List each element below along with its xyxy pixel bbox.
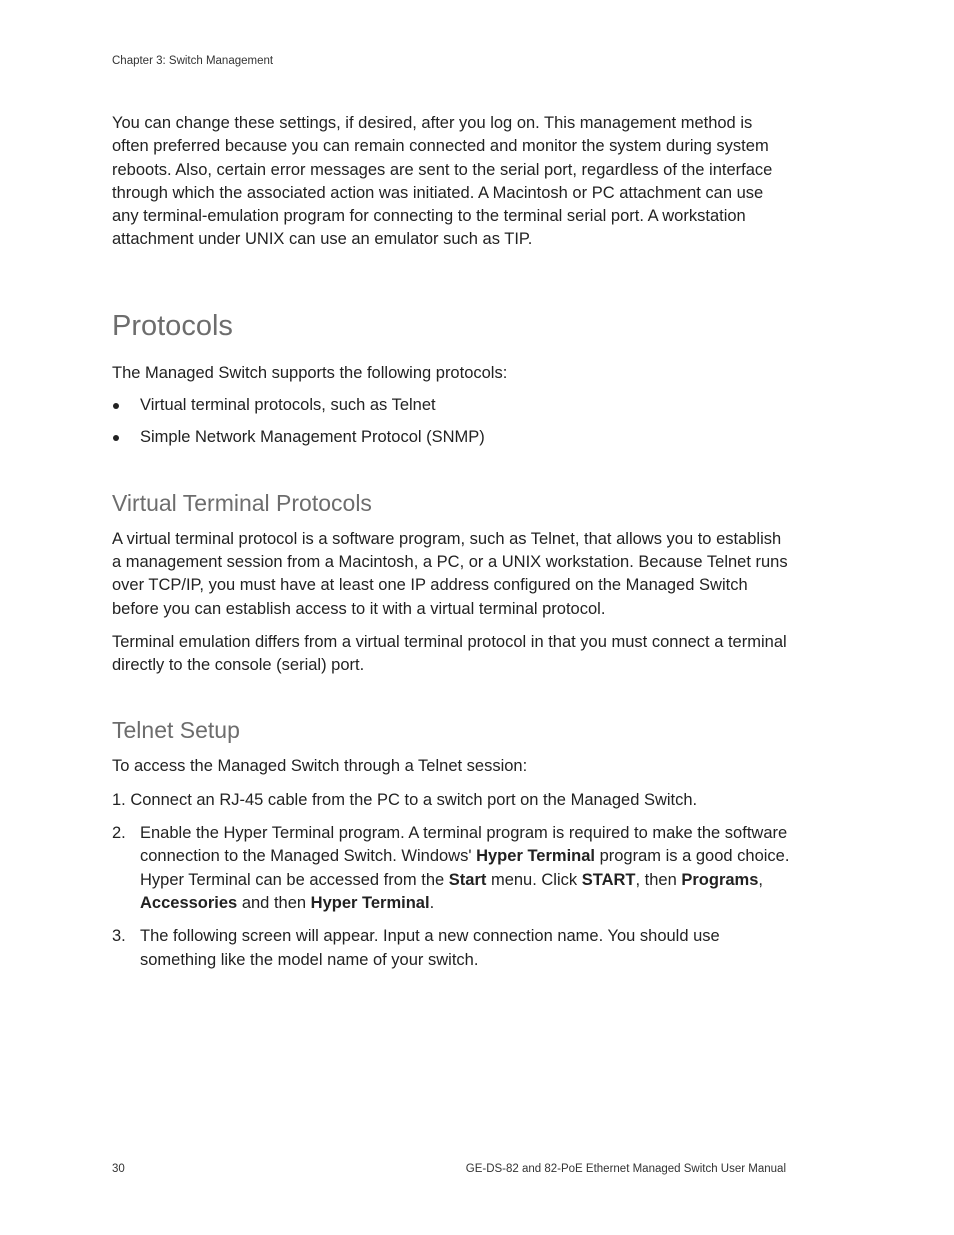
page-content <box>112 112 792 982</box>
running-header: Chapter 3: Switch Management <box>112 55 274 67</box>
step-2 <box>112 822 792 915</box>
intro-paragraph: You can change these settings, if desired, after you log on. This management method is often preferred because you can remain connected and monitor the system during system reboots. Also, certain error messages are sent to the serial port, regardless of the interface through which the associated action was initiated. A Macintosh or PC attachment can use any terminal-emulation program for connecting to the terminal serial port. A workstation attachment under UNIX can use an emulator such as TIP. <box>112 114 773 249</box>
list-item <box>112 426 792 449</box>
page-number: 30 <box>112 1163 125 1175</box>
protocols-heading: Protocols <box>112 309 233 342</box>
protocols-lead: The Managed Switch supports the following protocols: <box>112 363 508 382</box>
list-item-text: Virtual terminal protocols, such as Telnet <box>140 396 436 415</box>
step-2-bold-start-caps: START <box>581 870 636 889</box>
list-item <box>112 394 792 417</box>
virtual-terminal-paragraph-1: A virtual terminal protocol is a software program, such as Telnet, that allows you to establish a management session from a Macintosh, a PC, or a UNIX workstation. Because Telnet runs over TCP/IP, you must have at least one IP address configured on the Managed Switch before you can establish access to it with a virtual terminal protocol. <box>112 529 788 618</box>
step-2-text-5: , <box>758 870 763 889</box>
step-3-text: The following screen will appear. Input a new connection name. You should use something like the model name of your switch. <box>140 927 720 969</box>
virtual-terminal-paragraph-2: Terminal emulation differs from a virtual terminal protocol in that you must connect a terminal directly to the console (serial) port. <box>112 632 787 675</box>
step-2-text-1: Enable the Hyper Terminal program. A terminal program is required to make the software connection to the Managed Switch. Windows' <box>140 824 788 866</box>
protocols-list <box>112 394 792 450</box>
step-2-bold-hyper-terminal: Hyper Terminal <box>476 847 595 866</box>
step-2-bold-hyper-terminal-2: Hyper Terminal <box>310 893 430 912</box>
step-2-bold-programs: Programs <box>681 870 759 889</box>
manual-title: GE-DS-82 and 82-PoE Ethernet Managed Switch User Manual <box>465 1163 786 1175</box>
telnet-setup-lead: To access the Managed Switch through a Telnet session: <box>112 757 528 776</box>
step-2-text-2: program is a good choice. Hyper Terminal can be accessed from the <box>140 847 790 889</box>
step-2-bold-accessories: Accessories <box>140 893 238 912</box>
step-2-text-6: and then <box>237 893 311 912</box>
step-3 <box>112 925 792 972</box>
step-3-number: 3. <box>112 927 126 946</box>
step-2-text-7: . <box>429 893 435 912</box>
step-2-number: 2. <box>112 824 126 843</box>
step-1: 1. Connect an RJ-45 cable from the PC to a switch port on the Managed Switch. <box>112 790 698 809</box>
virtual-terminal-heading: Virtual Terminal Protocols <box>112 489 372 516</box>
bullet-icon <box>113 403 119 409</box>
list-item-text: Simple Network Management Protocol (SNMP) <box>140 428 485 447</box>
telnet-setup-heading: Telnet Setup <box>112 717 240 744</box>
step-2-text-4: , then <box>635 870 682 889</box>
step-2-bold-start: Start <box>448 870 487 889</box>
step-2-text-3: menu. Click <box>486 870 582 889</box>
bullet-icon <box>113 435 119 441</box>
